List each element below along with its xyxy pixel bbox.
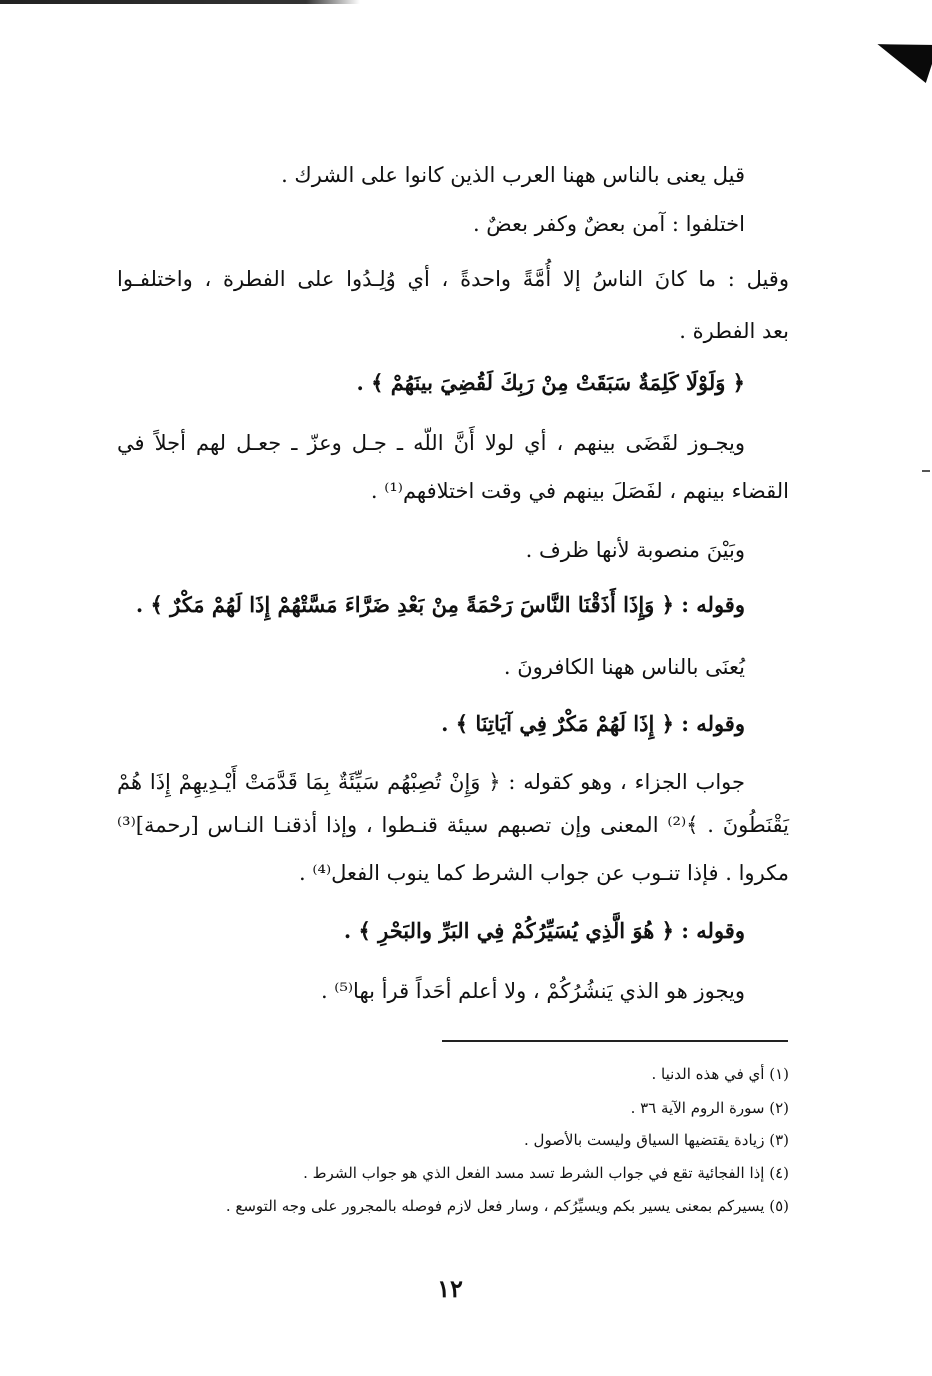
body-line: ويجـوز لقَضَى بينهم ، أي لولا أَنَّ اللّه ـ جـل وعزّ ـ جعـل لهم أجلاً في xyxy=(117,431,745,455)
body-line: بعد الفطرة . xyxy=(679,319,789,343)
footnote: (١) أي في هذه الدنيا . xyxy=(651,1065,789,1083)
body-line: يُعنَى بالناس ههنا الكافرونَ . xyxy=(503,655,745,679)
scan-top-edge-line xyxy=(0,0,360,4)
body-line: يَقْنَطُونَ . ﴾⁽²⁾ المعنى وإن تصبهم سيئة قنـطوا ، وإذا أذقنـا النـاس [رحمة]⁽³⁾ xyxy=(117,813,790,837)
footnote: (٣) زيادة يقتضيها السياق وليست بالأصول . xyxy=(524,1131,789,1149)
footnote: (٢) سورة الروم الآية ٣٦ . xyxy=(630,1099,789,1117)
quran-verse: وقوله : ﴿ إِذَا لَهُمْ مَكْرٌ فِي آيَاتِنَا ﴾ . xyxy=(441,711,745,736)
body-line: جواب الجزاء ، وهو كقوله : ﴿ وَإِنْ تُصِبْهُم سَيِّئَةٌ بِمَا قَدَّمَتْ أَيْـدِيهِمْ إِذَا هُمْ xyxy=(117,770,745,794)
body-line: وقيل : ما كانَ الناسُ إلا أُمَّةً واحدةً ، أي وُلِـدُوا على الفطرة ، واختلفـوا xyxy=(117,267,789,291)
body-line: وبَيْنَ منصوبة لأنها ظرف . xyxy=(525,538,745,562)
page-number: ١٢ xyxy=(437,1274,463,1303)
body-line: القضاء بينهم ، لفَصَلَ بينهم في وقت اختلافهم⁽¹⁾ . xyxy=(370,479,789,503)
scan-corner-mark xyxy=(871,27,932,83)
footnote-separator xyxy=(442,1040,788,1042)
scan-margin-mark xyxy=(922,470,930,472)
body-line: ويجوز هو الذي يَنشُرُكُمْ ، ولا أعلم أحَداً قرأ بها⁽⁵⁾ . xyxy=(320,979,745,1003)
body-line: مكروا . فإذا تنـوب عن جواب الشرط كما ينوب الفعل⁽⁴⁾ . xyxy=(299,861,789,885)
body-line: اختلفوا : آمن بعضٌ وكفر بعضٌ . xyxy=(472,212,745,236)
quran-verse: وقوله : ﴿ هُوَ الَّذِي يُسَيِّرُكُمْ فِي البَرِّ والبَحْرِ ﴾ . xyxy=(343,918,745,943)
quran-verse: ﴿ وَلَوْلَا كَلِمَةٌ سَبَقَتْ مِنْ رَبِكَ لَقُضِيَ بينَهُمْ ﴾ . xyxy=(356,370,745,395)
body-line: قيل يعنى بالناس ههنا العرب الذين كانوا على الشرك . xyxy=(281,163,745,187)
footnote: (٥) يسيركم بمعنى يسير بكم ويسيِّرُكم ، وسار فعل لازم فوصله بالمجرور على وجه التوسع . xyxy=(225,1197,789,1215)
footnote: (٤) إذا الفجائية تقع في جواب الشرط تسد مسد الفعل الذي هو جواب الشرط . xyxy=(303,1164,789,1182)
quran-verse: وقوله : ﴿ وَإِذَا أَذَقْنَا النَّاسَ رَحْمَةً مِنْ بَعْدِ ضَرَّاءَ مَسَّتْهُمْ إِذَا لَهُمْ مَكْرٌ ﴾ . xyxy=(135,592,745,617)
